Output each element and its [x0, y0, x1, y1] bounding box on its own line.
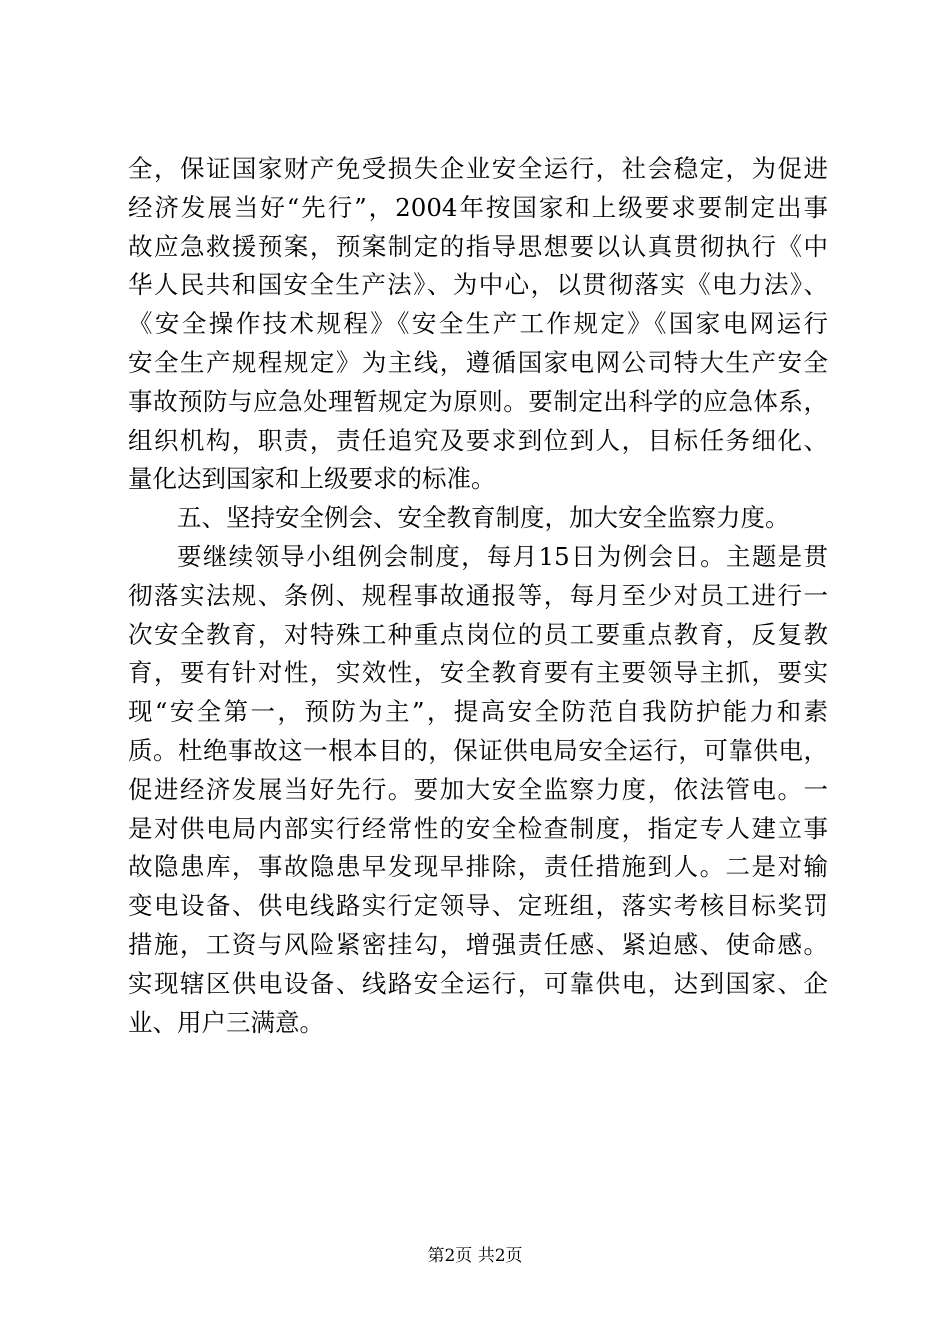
- text-line: 量化达到国家和上级要求的标准。: [128, 464, 496, 494]
- text-line: 《安全操作技术规程》《安全生产工作规定》《国家电网运行: [128, 309, 828, 339]
- page-number-label: 第2页 共2页: [427, 1246, 523, 1266]
- text-line: 实现辖区供电设备、线路安全运行，可靠供电，达到国家、企: [128, 968, 828, 998]
- text-line: 次安全教育，对特殊工种重点岗位的员工要重点教育，反复教: [128, 619, 828, 649]
- text-line: 安全生产规程规定》为主线，遵循国家电网公司特大生产安全: [128, 347, 828, 377]
- text-line: 育，要有针对性，实效性，安全教育要有主要领导主抓，要实: [128, 658, 828, 688]
- paragraph-2: [128, 538, 828, 1042]
- text-line: 事故预防与应急处理暂规定为原则。要制定出科学的应急体系，: [128, 386, 828, 416]
- text-line: 变电设备、供电线路实行定领导、定班组，落实考核目标奖罚: [128, 891, 828, 921]
- text-line: 故隐患库，事故隐患早发现早排除，责任措施到人。二是对输: [128, 852, 828, 882]
- section-heading: 五、坚持安全例会、安全教育制度，加大安全监察力度。: [177, 503, 790, 533]
- document-body: [128, 150, 828, 1042]
- text-line: 组织机构，职责，责任追究及要求到位到人，目标任务细化、: [128, 425, 828, 455]
- page-footer: [0, 1244, 950, 1268]
- text-line: 全，保证国家财产免受损失企业安全运行，社会稳定，为促进: [128, 154, 828, 183]
- text-line: 经济发展当好“先行”，2004年按国家和上级要求要制定出事: [128, 192, 828, 222]
- text-line: 促进经济发展当好先行。要加大安全监察力度，依法管电。一: [128, 774, 828, 804]
- text-line: 是对供电局内部实行经常性的安全检查制度，指定专人建立事: [128, 813, 828, 843]
- text-line: 质。杜绝事故这一根本目的，保证供电局安全运行，可靠供电，: [128, 735, 828, 765]
- text-line: 华人民共和国安全生产法》、为中心，以贯彻落实《电力法》、: [128, 270, 828, 300]
- text-line: 现“安全第一，预防为主”，提高安全防范自我防护能力和素: [128, 697, 828, 727]
- text-line: 措施，工资与风险紧密挂勾，增强责任感、紧迫感、使命感。: [128, 929, 828, 959]
- text-line: 要继续领导小组例会制度，每月15日为例会日。主题是贯: [177, 541, 828, 571]
- paragraph-1: [128, 150, 828, 499]
- text-line: 彻落实法规、条例、规程事故通报等，每月至少对员工进行一: [128, 580, 828, 610]
- text-line: 业、用户三满意。: [128, 1007, 324, 1037]
- text-line: 故应急救援预案，预案制定的指导思想要以认真贯彻执行《中: [128, 231, 828, 261]
